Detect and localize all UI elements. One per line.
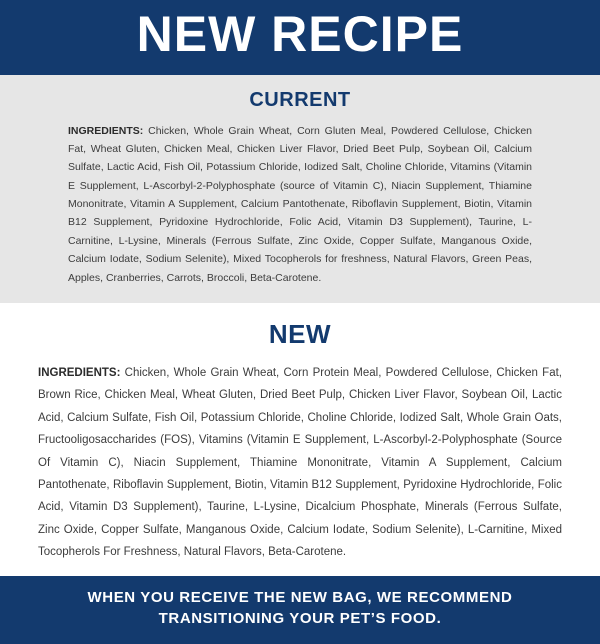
new-ingredients-label: INGREDIENTS: <box>38 366 121 379</box>
current-ingredients-label: INGREDIENTS: <box>68 124 144 137</box>
new-ingredients-paragraph <box>0 362 600 564</box>
page-title: NEW RECIPE <box>136 6 464 62</box>
new-ingredients-text: Chicken, Whole Grain Wheat, Corn Protein Meal, Powdered Cellulose, Chicken Fat, Brown Rice, Chicken Meal, Wheat Gluten, Dried Beet Pulp, Chicken Liver Flavor, Soybean Oil, Lactic Acid, Calcium Sulfate, Fish Oil, Potassium Chloride, Choline Chloride, Iodized Salt, Whole Grain Oats, Fructooligosaccharides (FOS), Vitamins (Vitamin E Supplement, L-Ascorbyl-2-Polyphosphate (Source Of Vitamin C), Niacin Supplement, Thiamine Mononitrate, Vitamin A Supplement, Calcium Pantothenate, Riboflavin Supplement, Biotin, Vitamin B12 Supplement, Pyridoxine Hydrochloride, Folic Acid, Vitamin D3 Supplement), Taurine, L-Lysine, Dicalcium Phosphate, Minerals (Ferrous Sulfate, Zinc Oxide, Copper Sulfate, Manganous Oxide, Calcium Iodate, Sodium Selenite), L-Carnitine, Mixed Tocopherols For Freshness, Natural Flavors, Beta-Carotene. <box>38 366 562 559</box>
current-recipe-section <box>0 75 600 303</box>
header-banner <box>0 0 600 75</box>
new-recipe-section <box>0 303 600 576</box>
new-heading: NEW <box>268 318 332 349</box>
footer-line-2: TRANSITIONING YOUR PET’S FOOD. <box>158 610 442 628</box>
footer-line-1: WHEN YOU RECEIVE THE NEW BAG, WE RECOMMEND <box>87 588 513 606</box>
current-ingredients-paragraph <box>0 122 600 287</box>
footer-banner <box>0 576 600 644</box>
current-ingredients-text: Chicken, Whole Grain Wheat, Corn Gluten Meal, Powdered Cellulose, Chicken Fat, Wheat Gluten, Chicken Meal, Chicken Liver Flavor, Dried Beet Pulp, Soybean Oil, Calcium Sulfate, Lactic Acid, Fish Oil, Potassium Chloride, Iodized Salt, Choline Chloride, Vitamins (Vitamin E Supplement, L-Ascorbyl-2-Polyphosphate (source of Vitamin C), Niacin Supplement, Thiamine Mononitrate, Vitamin A Supplement, Calcium Pantothenate, Riboflavin Supplement, Biotin, Vitamin B12 Supplement, Pyridoxine Hydrochloride, Folic Acid, Vitamin D3 Supplement), Taurine, L-Carnitine, L-Lysine, Minerals (Ferrous Sulfate, Zinc Oxide, Copper Sulfate, Manganous Oxide, Calcium Iodate, Sodium Selenite), Mixed Tocopherols for freshness, Natural Flavors, Green Peas, Apples, Cranberries, Carrots, Broccoli, Beta-Carotene. <box>68 124 532 284</box>
current-heading: CURRENT <box>249 88 351 111</box>
